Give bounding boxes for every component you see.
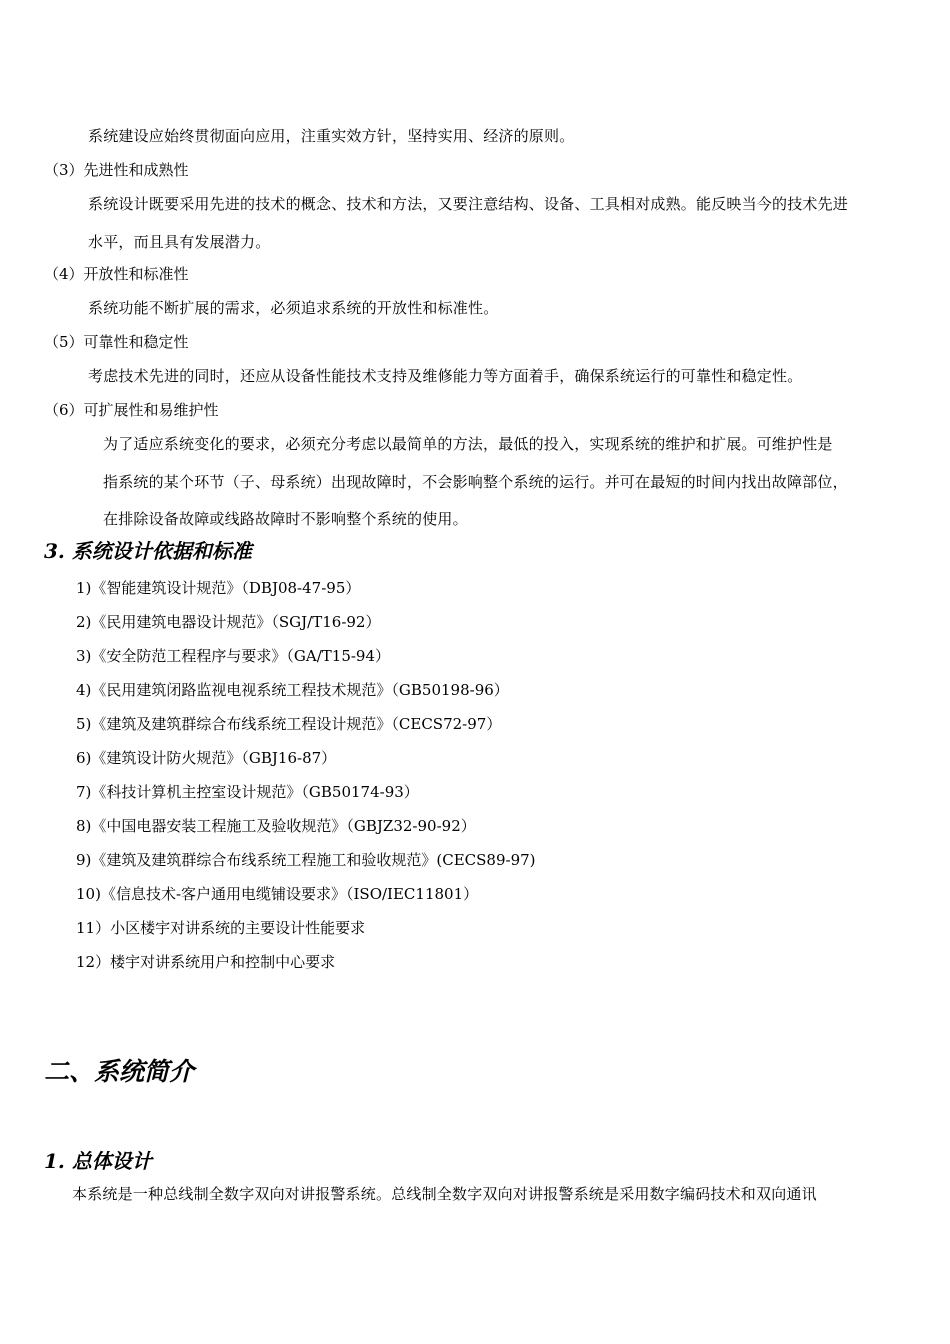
principle-3-line-2: 水平，而且具有发展潜力。: [88, 233, 271, 251]
standard-item: 6)《建筑设计防火规范》（GBJ16-87）: [76, 749, 337, 767]
standard-item: 11）小区楼宇对讲系统的主要设计性能要求: [76, 919, 366, 937]
principle-3-title: （3）先进性和成熟性: [44, 161, 189, 179]
standard-item: 8)《中国电器安装工程施工及验收规范》（GBJZ32-90-92）: [76, 817, 476, 835]
overall-design-text: 本系统是一种总线制全数字双向对讲报警系统。总线制全数字双向对讲报警系统是采用数字编码技术和双向通讯: [72, 1185, 817, 1203]
principle-6-line-3: 在排除设备故障或线路故障时不影响整个系统的使用。: [103, 510, 468, 528]
chapter-2-heading: 二、系统简介: [44, 1057, 195, 1086]
section-3-heading: 3. 系统设计依据和标准: [44, 539, 252, 563]
standard-item: 5)《建筑及建筑群综合布线系统工程设计规范》（CECS72-97）: [76, 715, 502, 733]
overall-design-heading: 1. 总体设计: [44, 1149, 152, 1173]
principle-4-text: 系统功能不断扩展的需求，必须追求系统的开放性和标准性。: [88, 299, 499, 317]
principle-6-title: （6）可扩展性和易维护性: [44, 401, 219, 419]
standard-item: 3)《安全防范工程程序与要求》（GA/T15-94）: [76, 647, 391, 665]
principle-5-title: （5）可靠性和稳定性: [44, 333, 189, 351]
principle-5-text: 考虑技术先进的同时，还应从设备性能技术支持及维修能力等方面着手，确保系统运行的可靠性和稳定性。: [88, 367, 803, 385]
principle-2-text: 系统建设应始终贯彻面向应用，注重实效方针，坚持实用、经济的原则。: [88, 127, 575, 145]
principle-6-line-2: 指系统的某个环节（子、母系统）出现故障时，不会影响整个系统的运行。并可在最短的时间内找出故障部位，: [103, 473, 848, 491]
standard-item: 12）楼宇对讲系统用户和控制中心要求: [76, 953, 336, 971]
standard-item: 7)《科技计算机主控室设计规范》（GB50174-93）: [76, 783, 419, 801]
standard-item: 10)《信息技术-客户通用电缆铺设要求》（ISO/IEC11801）: [76, 885, 479, 903]
standard-item: 1)《智能建筑设计规范》（DBJ08-47-95）: [76, 579, 361, 597]
standard-item: 4)《民用建筑闭路监视电视系统工程技术规范》（GB50198-96）: [76, 681, 509, 699]
standard-item: 9)《建筑及建筑群综合布线系统工程施工和验收规范》(CECS89-97): [76, 851, 536, 869]
principle-4-title: （4）开放性和标准性: [44, 265, 189, 283]
standard-item: 2)《民用建筑电器设计规范》（SGJ/T16-92）: [76, 613, 381, 631]
principle-3-line-1: 系统设计既要采用先进的技术的概念、技术和方法，又要注意结构、设备、工具相对成熟。能反映当今的技术先进: [88, 195, 849, 213]
principle-6-line-1: 为了适应系统变化的要求，必须充分考虑以最简单的方法，最低的投入，实现系统的维护和扩展。可维护性是: [103, 435, 833, 453]
